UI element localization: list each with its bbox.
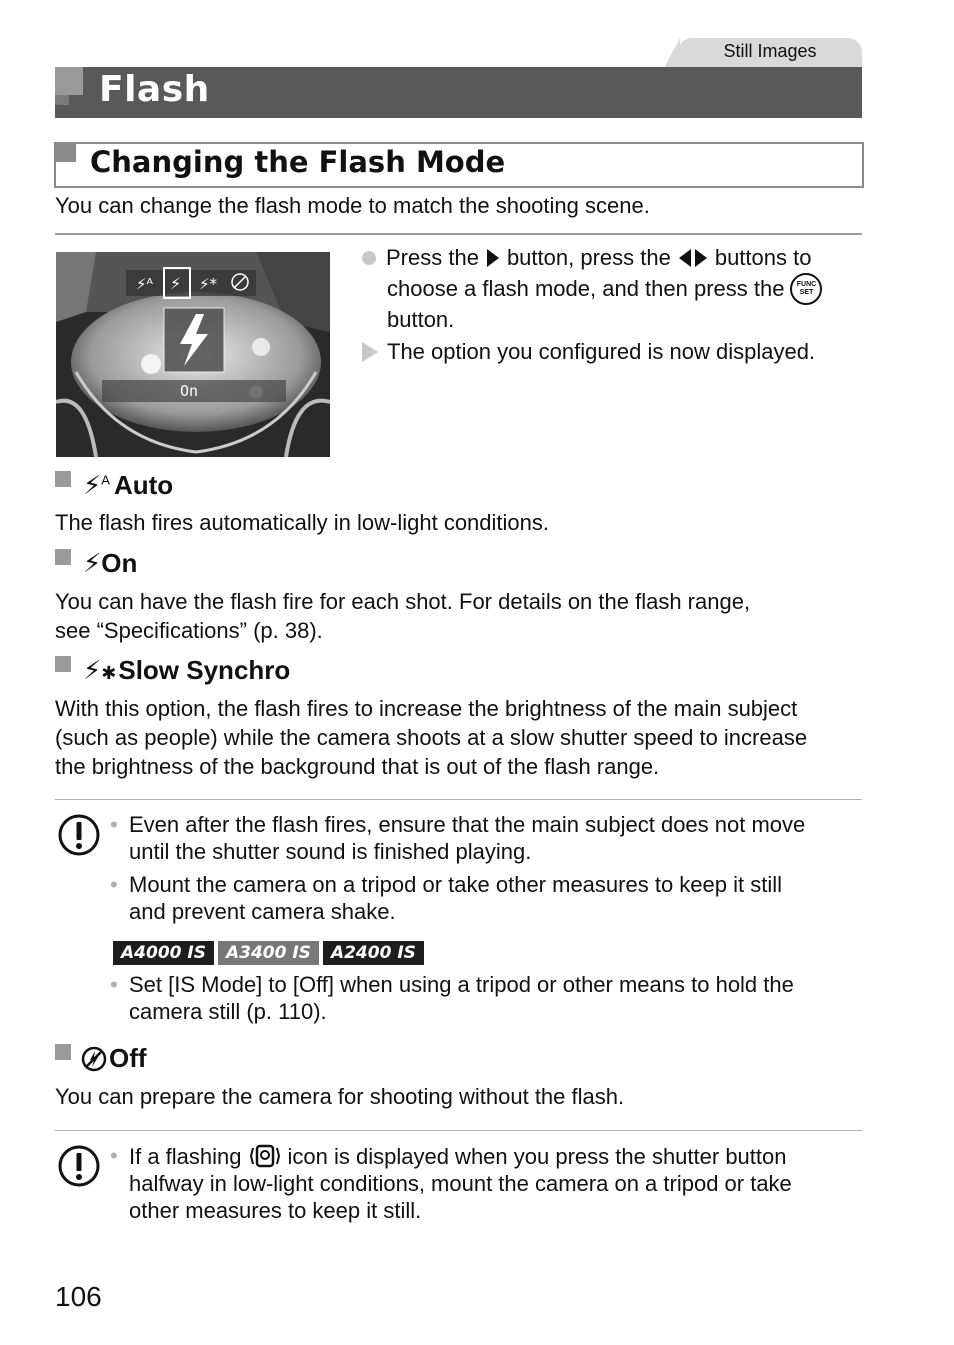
- step-text: button.: [387, 307, 455, 332]
- func-set-button-icon: FUNC SET: [790, 273, 822, 305]
- page-number: 106: [55, 1281, 102, 1312]
- heading-marker: [55, 471, 71, 487]
- step-text: button, press the: [506, 245, 671, 270]
- slow-synchro-icon: ⚡✱: [83, 655, 117, 685]
- caution-icon: [57, 1144, 101, 1193]
- flash-auto-icon: ⚡$^A$: [83, 470, 110, 500]
- divider: [55, 233, 862, 235]
- section-decoration: [54, 142, 76, 162]
- step-bullet-icon: [362, 251, 376, 265]
- step-text: Press the: [386, 245, 479, 270]
- screen-illustration: [56, 252, 330, 457]
- title-bar: [55, 67, 862, 118]
- mode-on-text: You can have the flash fire for each shot. For details on the flash range, see “Specifications” (p. 38).: [55, 589, 751, 643]
- step-result: The option you configured is now displayed.: [387, 339, 816, 364]
- model-badge: A3400 IS: [218, 941, 319, 965]
- svg-text:⚡: ⚡: [170, 274, 182, 293]
- flash-off-icon: [81, 1046, 107, 1072]
- mode-slow-synchro-heading: [55, 655, 290, 686]
- caution-notes: • Even after the flash fires, ensure that the main subject does not move until the shutter sound is finished playing. • Mount the camera on a tripod or take other measures to keep it still and prevent camera shake. A4000 IS A3400 IS A2400 IS • Set [IS Mode] to [Off] when using a tripod or other means to hold the camera still (p. 110).: [110, 811, 862, 1025]
- mode-title: Off: [109, 1043, 147, 1073]
- right-arrow-button-icon: [487, 249, 499, 267]
- section-header: [54, 142, 864, 188]
- heading-marker: [55, 1044, 71, 1060]
- mode-title: Slow Synchro: [118, 655, 291, 685]
- mode-on-heading: [55, 548, 137, 579]
- section-intro: You can change the flash mode to match the shooting scene.: [55, 193, 650, 218]
- divider: [55, 1130, 862, 1131]
- title-decoration-small: [55, 95, 69, 105]
- mode-title: On: [101, 548, 138, 578]
- mode-auto-heading: [55, 470, 173, 501]
- caution-icon: [57, 813, 101, 862]
- screen-mode-label: On: [180, 382, 199, 400]
- mode-title: Auto: [113, 470, 174, 500]
- svg-text:⚡ᴬ: ⚡ᴬ: [136, 275, 153, 293]
- page-title: Flash: [99, 69, 210, 110]
- divider: [55, 799, 862, 800]
- title-decoration: [55, 67, 83, 95]
- result-arrow-icon: [362, 342, 378, 362]
- mode-off-text: You can prepare the camera for shooting without the flash.: [55, 1084, 625, 1109]
- flash-on-icon: ⚡: [83, 548, 102, 578]
- camera-screen-image: [56, 252, 330, 457]
- mode-off-heading: [55, 1043, 147, 1074]
- heading-marker: [55, 549, 71, 565]
- svg-text:⚡*: ⚡*: [199, 275, 218, 293]
- step-text: buttons to: [714, 245, 812, 270]
- section-tab: Still Images: [678, 38, 862, 68]
- left-right-buttons-icon: [679, 249, 707, 267]
- mode-auto-text: The flash fires automatically in low-light conditions.: [55, 510, 550, 535]
- model-badges: [113, 937, 862, 965]
- caution-notes: • If a flashing icon is displayed when you press the shutter button halfway in low-light conditions, mount the camera on a tripod or take other measures to keep it still.: [110, 1143, 792, 1223]
- model-badge: A4000 IS: [113, 941, 214, 965]
- camera-shake-icon: [250, 1142, 280, 1170]
- mode-slow-synchro-text: With this option, the flash fires to increase the brightness of the main subject (such as people) while the camera shoots at a slow shutter speed to increase the brightness of the background that is out of the flash range.: [55, 696, 808, 779]
- section-title: Changing the Flash Mode: [90, 145, 506, 179]
- model-badge: A2400 IS: [323, 941, 424, 965]
- step-text: choose a flash mode, and then press the: [387, 276, 785, 301]
- step-instruction: [362, 243, 862, 367]
- heading-marker: [55, 656, 71, 672]
